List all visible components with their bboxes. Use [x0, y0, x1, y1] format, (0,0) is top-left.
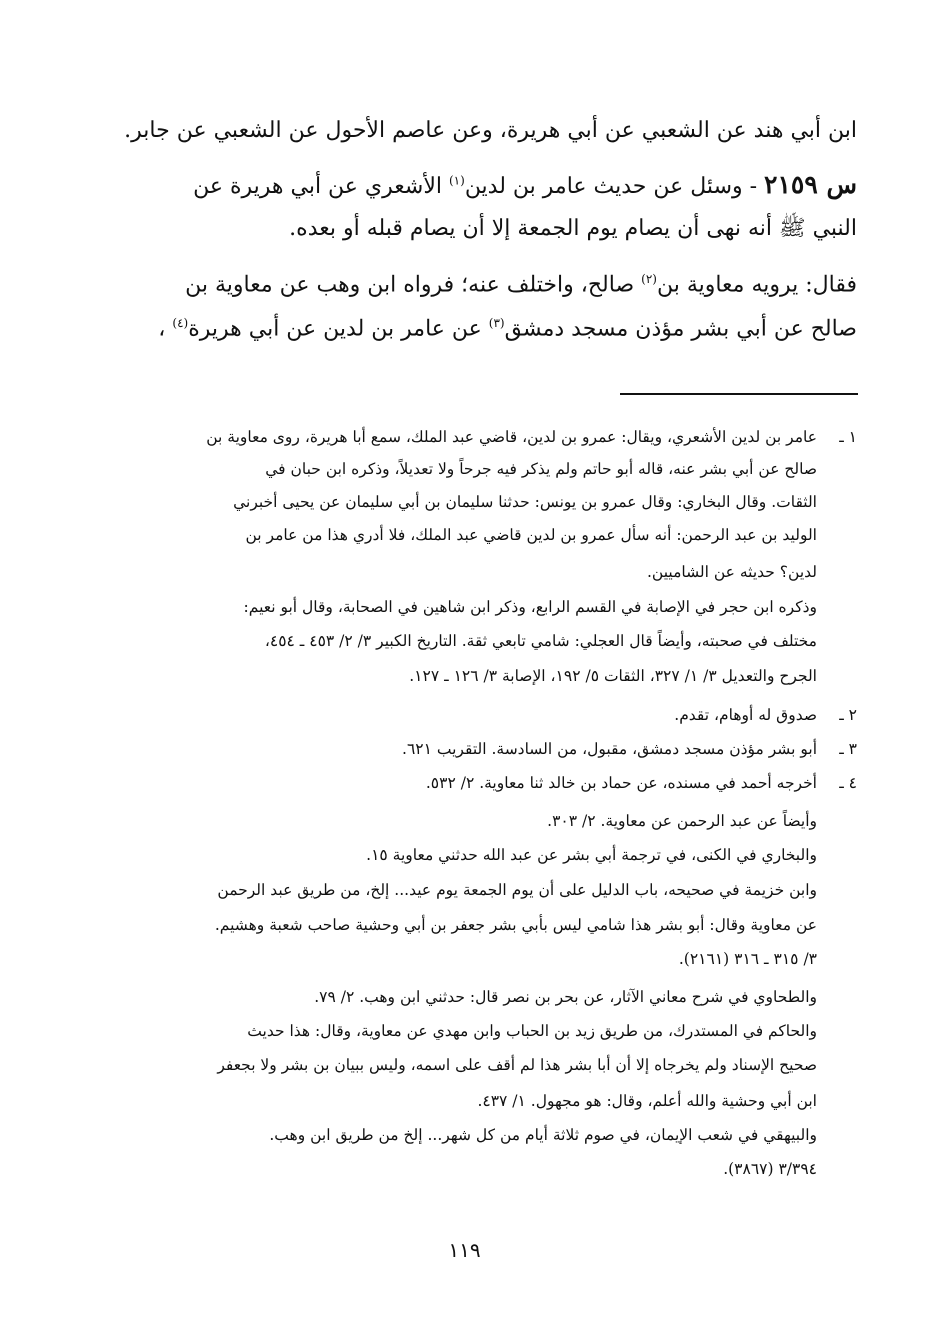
footnote-line: والبخاري في الكنى، في ترجمة أبي بشر عن عبد الله حدثني معاوية ١٥. — [366, 846, 817, 864]
main-text: - وسئل عن حديث عامر بن لدين — [464, 174, 765, 199]
footnote-line: وذكره ابن حجر في الإصابة في القسم الرابع، وذكر ابن شاهين في الصحابة، وقال أبو نعيم: — [243, 598, 817, 616]
main-text-line — [185, 272, 857, 297]
footnote-ref: (٤) — [172, 316, 189, 330]
footnote-ref: (٢) — [641, 272, 657, 286]
footnote-line: وابن خزيمة في صحيحه، باب الدليل على أن يوم الجمعة يوم عيد... إلخ، من طريق عبد الرحمن — [217, 881, 817, 899]
main-text: الأشعري عن أبي هريرة عن — [193, 174, 449, 199]
main-text: عن عامر بن لدين عن أبي هريرة — [188, 316, 489, 342]
footnote-line: ابن أبي وحشية والله أعلم، وقال: هو مجهول. ١/ ٤٣٧. — [477, 1092, 817, 1110]
footnote-line: والطحاوي في شرح معاني الآثار، عن بحر بن نصر قال: حدثني ابن وهب. ٢/ ٧٩. — [314, 988, 817, 1006]
footnote-line: أبو بشر مؤذن مسجد دمشق، مقبول، من السادسة. التقريب ٦٢١. — [402, 740, 817, 758]
main-text: صالح، واختلف عنه؛ فرواه ابن وهب عن معاوية بن — [185, 272, 642, 298]
question-number: س ٢١٥٩ — [764, 170, 857, 199]
footnote-line: وأيضاً عن عبد الرحمن عن معاوية. ٢/ ٣٠٣. — [547, 812, 817, 830]
main-text: ، — [158, 316, 173, 342]
footnote-line: عن معاوية وقال: أبو بشر هذا شامي ليس بأبي بشر جعفر بن أبي وحشية صاحب شعبة وهشيم. — [214, 916, 817, 934]
footnote-line: والحاكم في المستدرك، من طريق زيد بن الحباب وابن مهدي عن معاوية، وقال: هذا حديث — [247, 1022, 817, 1040]
footnote-number: ١ ـ — [839, 428, 857, 446]
footnote-line: والبيهقي في شعب الإيمان، في صوم ثلاثة أيام من كل شهر... إلخ من طريق ابن وهب. — [269, 1126, 817, 1144]
footnote-line: عامر بن لدين الأشعري، ويقال: عمرو بن لدين، قاضي عبد الملك، سمع أبا هريرة، روى معاوية بن — [206, 428, 817, 446]
footnote-separator — [620, 393, 858, 395]
footnote-line: ٣/٣٩٤ (٣٨٦٧). — [723, 1160, 817, 1178]
footnote-line: الجرح والتعديل ٣/ ١/ ٣٢٧، الثقات ٥/ ١٩٢، الإصابة ٣/ ١٢٦ ـ ١٢٧. — [409, 667, 817, 685]
main-text: النبي ﷺ أنه نهى أن يصام يوم الجمعة إلا أن يصام قبله أو بعده. — [289, 216, 857, 241]
main-text-line — [289, 214, 857, 246]
footnote-number: ٣ ـ — [839, 740, 857, 758]
footnote-line: الوليد بن عبد الرحمن: أنه سأل عمرو بن لدين قاضي عبد الملك، فلا أدري هذا من عامر بن — [245, 526, 817, 544]
footnote-line: أخرجه أحمد في مسنده، عن حماد بن خالد ثنا معاوية. ٢/ ٥٣٢. — [425, 774, 817, 792]
question-line — [193, 170, 857, 199]
footnote-line: صالح عن أبي بشر عنه، قاله أبو حاتم ولم يذكر فيه جرحاً ولا تعديلاً، وذكره ابن حبان في — [265, 460, 817, 478]
footnote-number: ٢ ـ — [839, 706, 857, 724]
main-text: ابن أبي هند عن الشعبي عن أبي هريرة، وعن عاصم الأحول عن الشعبي عن جابر. — [124, 118, 857, 143]
main-text-line — [124, 118, 857, 143]
footnote-line: ٣/ ٣١٥ ـ ٣١٦ (٢١٦١). — [678, 950, 817, 968]
footnote-number: ٤ ـ — [839, 774, 857, 792]
main-text: فقال: يرويه معاوية بن — [656, 272, 857, 298]
footnote-line: الثقات. وقال البخاري: وقال عمرو بن يونس: حدثنا سليمان بن أبي سليمان عن يحيى أخبرني — [233, 493, 817, 511]
page-number: ١١٩ — [448, 1238, 481, 1262]
main-text: صالح عن أبي بشر مؤذن مسجد دمشق — [504, 316, 857, 342]
footnote-line: صدوق له أوهام، تقدم. — [674, 706, 817, 724]
footnote-ref: (١) — [448, 173, 465, 188]
main-text-line — [158, 316, 857, 341]
footnote-line: لدين؟ حديثه عن الشاميين. — [646, 563, 817, 581]
footnote-line: مختلف في صحبته، وأيضاً قال العجلي: شامي تابعي ثقة. التاريخ الكبير ٣/ ٢/ ٤٥٣ ـ ٤٥٤، — [264, 632, 817, 650]
footnote-line: صحيح الإسناد ولم يخرجاه إلا أن أبا بشر هذا لم أقف على اسمه، وليس ببيان بن بشر ولا بجعفر — [217, 1056, 817, 1074]
footnote-ref: (٣) — [488, 316, 505, 330]
